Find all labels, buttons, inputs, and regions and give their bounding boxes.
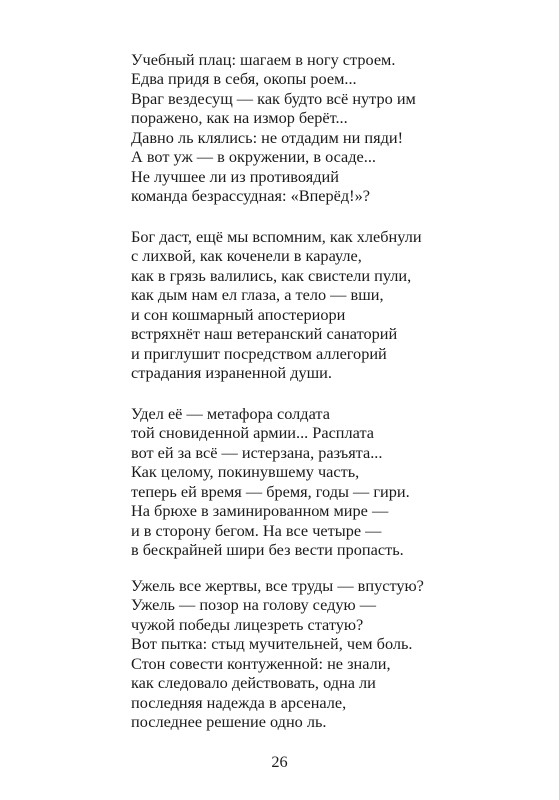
poem-line: Вот пытка: стыд мучительней, чем боль. <box>131 634 413 654</box>
poem-line: как в грязь валились, как свистели пули, <box>131 265 412 285</box>
stanza-4 <box>131 576 531 732</box>
poem-line: Давно ль клялись: не отдадим ни пяди! <box>131 127 404 147</box>
poem-line: Ужель — позор на голову седую — <box>131 595 377 615</box>
poem-line: и сон кошмарный апостериори <box>131 304 346 324</box>
poem-line: А вот уж — в окружении, в осаде... <box>131 147 376 167</box>
poem-line: Бог даст, ещё мы вспомним, как хлебнули <box>131 227 422 246</box>
poem-line: и приглушит посредством аллегорий <box>131 343 387 363</box>
poem-line: вот ей за всё — истерзана, разъята... <box>131 442 383 462</box>
poem-line: как следовало действовать, одна ли <box>131 673 376 693</box>
poem-line: Стон совести контуженной: не знали, <box>131 653 391 673</box>
poem-line: с лихвой, как коченели в карауле, <box>131 246 362 266</box>
poem-line: Не лучшее ли из противоядий <box>131 166 339 186</box>
stanza-2 <box>131 227 531 383</box>
poem-line: и в сторону бегом. На все четыре — <box>131 520 382 540</box>
poem-line: Ужель все жертвы, все труды — впустую? <box>131 576 424 595</box>
poem-line: чужой победы лицезреть статую? <box>131 614 364 634</box>
poem-line: Учебный плац: шагаем в ногу строем. <box>131 50 396 69</box>
poem-line: Враг вездесущ — как будто всё нутро им <box>131 88 416 108</box>
poem-line: Как целому, покинувшему часть, <box>131 462 360 482</box>
poem-line: команда безрассудная: «Вперёд!»? <box>131 186 370 206</box>
stanza-3 <box>131 404 531 560</box>
poem-line: последняя надежда в арсенале, <box>131 692 347 712</box>
poem-line: На брюхе в заминированном мире — <box>131 501 389 521</box>
page-number: 26 <box>271 752 288 771</box>
poem-line: той сновиденной армии... Расплата <box>131 423 374 443</box>
poem-line: Удел её — метафора солдата <box>131 404 330 423</box>
stanza-1 <box>131 50 531 206</box>
poem-line: последнее решение одно ль. <box>131 712 327 732</box>
poem-line: в бескрайней шири без вести пропасть. <box>131 540 404 560</box>
poem-line: поражено, как на измор берёт... <box>131 108 348 128</box>
poem-line: встряхнёт наш ветеранский санаторий <box>131 324 398 344</box>
poem-line: как дым нам ел глаза, а тело — вши, <box>131 285 384 305</box>
poem-line: Едва придя в себя, окопы роем... <box>131 69 357 89</box>
poem-line: теперь ей время — бремя, годы — гири. <box>131 481 410 501</box>
poem-line: страдания израненной души. <box>131 363 332 383</box>
